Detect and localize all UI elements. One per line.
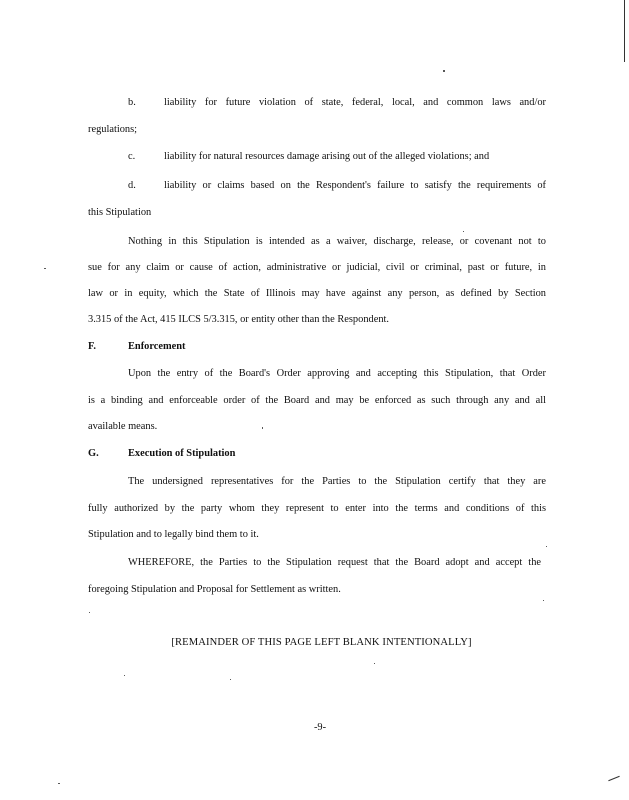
waiver-paragraph-line: sue for any claim or cause of action, administrative or judicial, civil or criminal, past or future, in [88, 262, 546, 273]
enforcement-paragraph-line: Upon the entry of the Board's Order approving and accepting this Stipulation, that Order [128, 368, 546, 379]
scan-speck [230, 679, 231, 680]
scan-edge-mark [608, 776, 620, 781]
item-d-letter: d. [128, 180, 136, 191]
page-number: -9- [313, 722, 327, 733]
scan-speck [124, 675, 125, 676]
execution-paragraph-line: The undersigned representatives for the Parties to the Stipulation certify that they are [128, 476, 546, 487]
waiver-paragraph-line: Nothing in this Stipulation is intended as a waiver, discharge, release, or covenant not to [128, 236, 546, 247]
scan-speck [543, 600, 544, 601]
execution-paragraph-line: fully authorized by the party whom they represent to enter into the terms and conditions of this [88, 503, 546, 514]
execution-paragraph-line: Stipulation and to legally bind them to it. [88, 529, 259, 540]
scan-speck [262, 427, 263, 429]
scan-speck [89, 612, 90, 613]
scan-edge-line [624, 0, 625, 62]
item-b-text: liability for future violation of state, federal, local, and common laws and/or [164, 97, 546, 108]
waiver-paragraph-line: law or in equity, which the State of Illinois may have against any person, as defined by Section [88, 288, 546, 299]
scan-speck [58, 783, 60, 784]
section-f-letter: F. [88, 341, 96, 352]
item-d-continuation: this Stipulation [88, 207, 152, 218]
enforcement-paragraph-line: is a binding and enforceable order of the Board and may be enforced as such through any and all [88, 395, 546, 406]
section-f-heading: Enforcement [128, 341, 186, 352]
item-d-text: liability or claims based on the Respondent's failure to satisfy the requirements of [164, 180, 546, 191]
scan-speck [546, 546, 547, 547]
item-b-continuation: regulations; [88, 124, 138, 135]
wherefore-paragraph-line: foregoing Stipulation and Proposal for Settlement as written. [88, 584, 341, 595]
enforcement-paragraph-line: available means. [88, 421, 158, 432]
scan-speck [374, 663, 375, 664]
item-b-letter: b. [128, 97, 136, 108]
waiver-paragraph-line: 3.315 of the Act, 415 ILCS 5/3.315, or entity other than the Respondent. [88, 314, 389, 325]
item-c-text: liability for natural resources damage arising out of the alleged violations; and [164, 151, 490, 162]
scan-speck [44, 268, 46, 269]
scan-speck [443, 70, 445, 72]
remainder-blank-notice: [REMAINDER OF THIS PAGE LEFT BLANK INTENTIONALLY] [171, 637, 472, 648]
wherefore-paragraph-line: WHEREFORE, the Parties to the Stipulation request that the Board adopt and accept the [128, 557, 541, 568]
item-c-letter: c. [128, 151, 136, 162]
scan-speck [463, 231, 464, 232]
section-g-letter: G. [88, 448, 99, 459]
section-g-heading: Execution of Stipulation [128, 448, 236, 459]
